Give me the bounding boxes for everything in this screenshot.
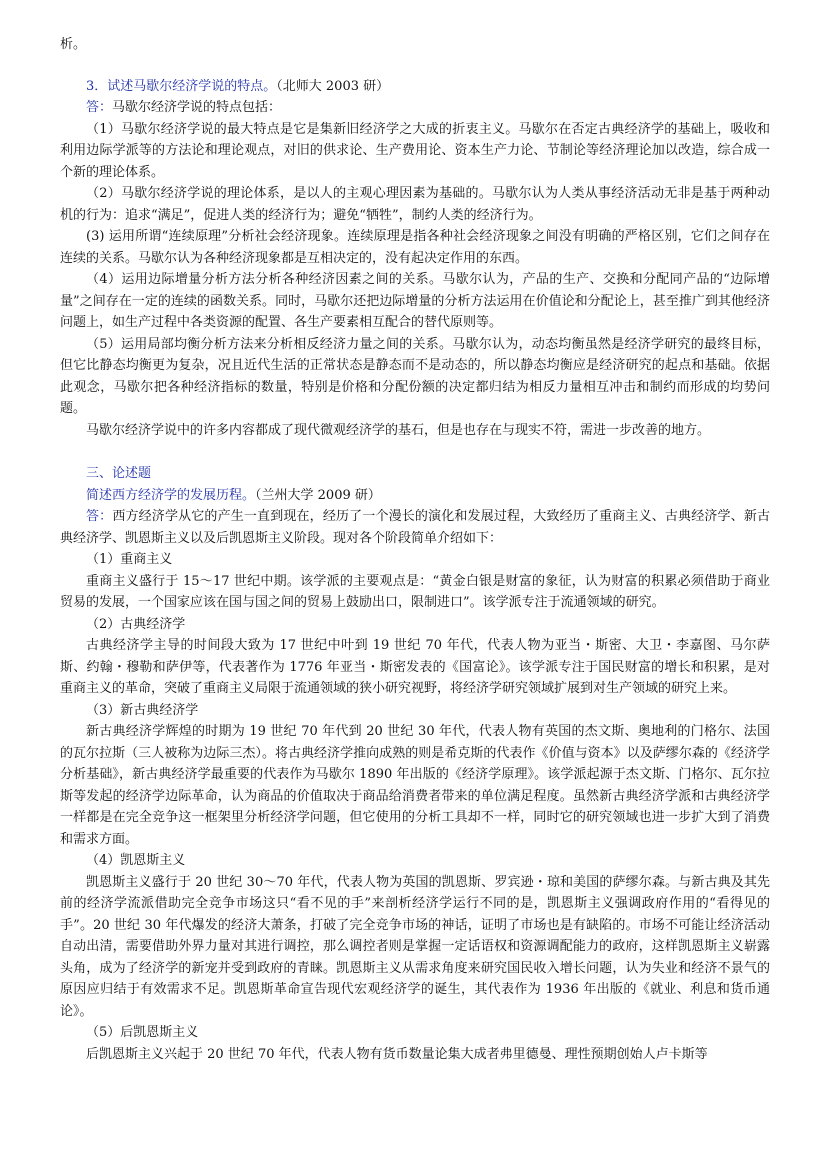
stage-5-title: （5）后凯恩斯主义 bbox=[86, 1025, 199, 1040]
q3-answer-intro: 马歇尔经济学说的特点包括： bbox=[112, 100, 282, 115]
q3-question bbox=[60, 76, 770, 98]
stage-1-text: 重商主义盛行于 15～17 世纪中期。该学派的主要观点是：“黄金白银是财富的象征，认为财富的积累必须借助于商业贸易的发展，一个国家应该在国与国之间的贸易上鼓励出口，限制进口”。该学派专注于流通领域的研究。 bbox=[60, 573, 770, 610]
stage-4-text: 凯恩斯主义盛行于 20 世纪 30～70 年代，代表人物为英国的凯恩斯、罗宾逊・琼和美国的萨缪尔森。与新古典及其先前的经济学流派借助完全竞争市场这只“看不见的手”来剖析经济学运行不同的是，凯恩斯主义强调政府作用的“看得见的手”。20 世纪 30 年代爆发的经济大萧条，打破了完全竞争市场的神话，证明了市场也是有缺陷的。市场不可能让经济活动自动出清，需要借助外界力量对其进行调控，那么调控者则是掌握一定话语权和资源调配能力的政府，这样凯恩斯主义崭露头角，成为了经济学的新宠并受到政府的青睐。凯恩斯主义从需求角度来研究国民收入增长问题，认为失业和经济不景气的原因应归结于有效需求不足。凯恩斯革命宣告现代宏观经济学的诞生，其代表作为 1936 年出版的《就业、利息和货币通论》。 bbox=[60, 874, 770, 1019]
q3-item-4: （4）运用边际增量分析方法分析各种经济因素之间的关系。马歇尔认为，产品的生产、交换和分配同产品的“边际增量”之间存在一定的连续的函数关系。同时，马歇尔还把边际增量的分析方法运用在价值论和分配论上，甚至推广到其他经济问题上，如生产过程中各类资源的配置、各生产要素相互配合的替代原则等。 bbox=[60, 272, 770, 330]
essay-question-source: （兰州大学 2009 研） bbox=[255, 487, 381, 503]
q3-item-1: （1）马歇尔经济学说的最大特点是它是集新旧经济学之大成的折衷主义。马歇尔在否定古典经济学的基础上，吸收和利用边际学派等的方法论和理论观点，对旧的供求论、生产费用论、资本生产力论、节制论等经济理论加以改造，综合成一个新的理论体系。 bbox=[60, 121, 770, 180]
essay-answer-intro bbox=[60, 506, 770, 549]
q3-item-5: （5）运用局部均衡分析方法来分析相反经济力量之间的关系。马歇尔认为，动态均衡虽然是经济学研究的最终目标，但它比静态均衡更为复杂，况且近代生活的正常状态是静态而不是动态的，所以静态均衡应是经济研究的起点和基础。依据此观念，马歇尔把各种经济指标的数量，特别是价格和分配份额的决定都归结为相反力量相互冲击和制约而形成的均势问题。 bbox=[60, 336, 770, 416]
stage-2-title: （2）古典经济学 bbox=[86, 616, 186, 632]
q3-title: 3．试述马歇尔经济学说的特点。 bbox=[86, 78, 277, 94]
q3-item-2: （2）马歇尔经济学说的理论体系，是以人的主观心理因素为基础的。马歇尔认为人类从事经济活动无非是基于两种动机的行为：追求“满足”，促进人类的经济行为；避免“牺牲”，制约人类的经济行为。 bbox=[60, 186, 770, 223]
spacer bbox=[60, 56, 770, 76]
essay-question-title: 简述西方经济学的发展历程。 bbox=[86, 487, 256, 503]
stage-3-text: 新古典经济学辉煌的时期为 19 世纪 70 年代到 20 世纪 30 年代，代表人物有英国的杰文斯、奥地利的门格尔、法国的瓦尔拉斯（三人被称为边际三杰）。将古典经济学推向成熟的则是希克斯的代表作《价值与资本》以及萨缪尔森的《经济学分析基础》，新古典经济学最重要的代表作为马歇尔 1890 年出版的《经济学原理》。该学派起源于杰文斯、门格尔、瓦尔拉斯等发起的经济学边际革命，认为商品的价值取决于商品给消费者带来的单位满足程度。虽然新古典经济学派和古典经济学一样都是在完全竞争这一框架里分析经济学问题，但它使用的分析工具却不一样，同时它的研究领域也进一步扩大到了消费和需求方面。 bbox=[60, 724, 770, 847]
q3-item-3: (3) 运用所谓“连续原理”分析社会经济现象。连续原理是指各种社会经济现象之间没有明确的严格区别，它们之间存在连续的关系。马歇尔认为各种经济现象都是互相决定的，没有起决定作用的东西。 bbox=[60, 229, 770, 266]
essay-answer-text: 西方经济学从它的产生一直到现在，经历了一个漫长的演化和发展过程，大致经历了重商主义、古典经济学、新古典经济学、凯恩斯主义以及后凯恩斯主义阶段。现对各个阶段简单介绍如下： bbox=[60, 509, 770, 546]
spacer bbox=[60, 441, 770, 463]
q3-answer-line bbox=[60, 97, 770, 119]
stage-4-title: （4）凯恩斯主义 bbox=[86, 853, 186, 868]
essay-question bbox=[60, 485, 770, 507]
stage-1-title: （1）重商主义 bbox=[86, 552, 173, 567]
stage-3-title: （3）新古典经济学 bbox=[86, 702, 199, 718]
stage-2-text: 古典经济学主导的时间段大致为 17 世纪中叶到 19 世纪 70 年代，代表人物为亚当・斯密、大卫・李嘉图、马尔萨斯、约翰・穆勒和萨伊等，代表著作为 1776 年亚当・斯密发表的《国富论》。该学派专注于国民财富的增长和积累，是对重商主义的革命，突破了重商主义局限于流通领域的狭小研究视野，将经济学研究领域扩展到对生产领域的研究上来。 bbox=[60, 638, 770, 696]
essay-answer-label: 答： bbox=[86, 509, 113, 524]
stage-5-text: 后凯恩斯主义兴起于 20 世纪 70 年代，代表人物有货币数量论集大成者弗里德曼、理性预期创始人卢卡斯等 bbox=[86, 1046, 708, 1062]
q3-source: （北师大 2003 研） bbox=[276, 78, 390, 94]
q3-answer-label: 答： bbox=[86, 100, 113, 115]
section-heading: 三、论述题 bbox=[86, 466, 152, 481]
document-page bbox=[60, 34, 770, 1065]
top-fragment: 析。 bbox=[60, 37, 87, 52]
q3-conclusion: 马歇尔经济学说中的许多内容都成了现代微观经济学的基石，但是也存在与现实不符，需进一步改善的地方。 bbox=[86, 422, 711, 438]
